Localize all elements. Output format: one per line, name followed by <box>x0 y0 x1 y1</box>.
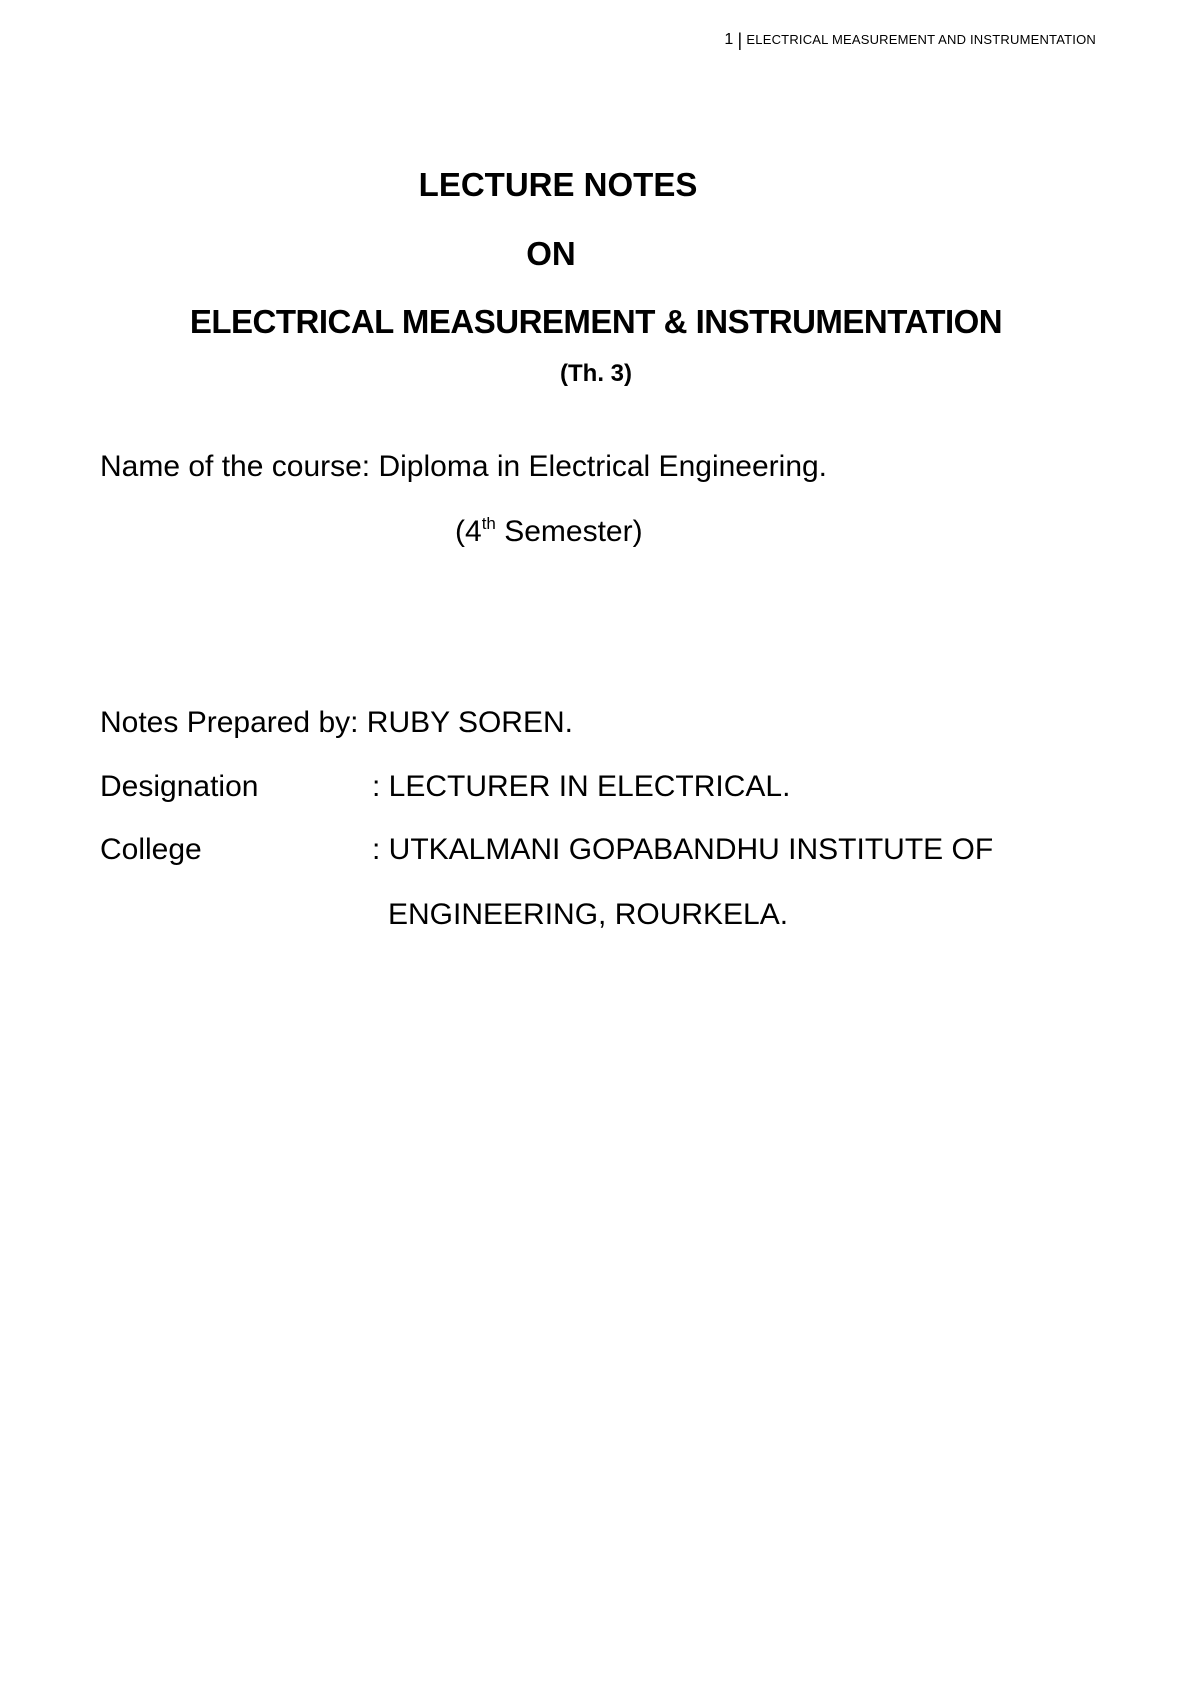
designation-value: : LECTURER IN ELECTRICAL. <box>372 770 791 803</box>
running-header <box>724 30 1096 51</box>
running-title: ELECTRICAL MEASUREMENT AND INSTRUMENTATION <box>746 32 1096 47</box>
college-label: College <box>100 833 202 866</box>
page-number: 1 <box>724 31 734 48</box>
designation-label: Designation <box>100 770 259 803</box>
semester-open: (4 <box>455 515 482 548</box>
semester-ordinal-suffix: th <box>481 514 496 533</box>
title-on: ON <box>526 235 576 272</box>
semester-line <box>455 514 643 549</box>
college-value-line2: ENGINEERING, ROURKELA. <box>388 898 789 931</box>
title-subject: ELECTRICAL MEASUREMENT & INSTRUMENTATION <box>189 303 1003 340</box>
course-name: Name of the course: Diploma in Electrical Engineering. <box>100 450 828 483</box>
title-course-code: (Th. 3) <box>560 360 632 387</box>
college-value-line1: : UTKALMANI GOPABANDHU INSTITUTE OF <box>372 833 994 866</box>
semester-rest: Semester) <box>495 515 643 548</box>
prepared-by: Notes Prepared by: RUBY SOREN. <box>100 706 573 739</box>
header-separator: | <box>737 30 743 50</box>
title-lecture-notes: LECTURE NOTES <box>418 166 698 203</box>
